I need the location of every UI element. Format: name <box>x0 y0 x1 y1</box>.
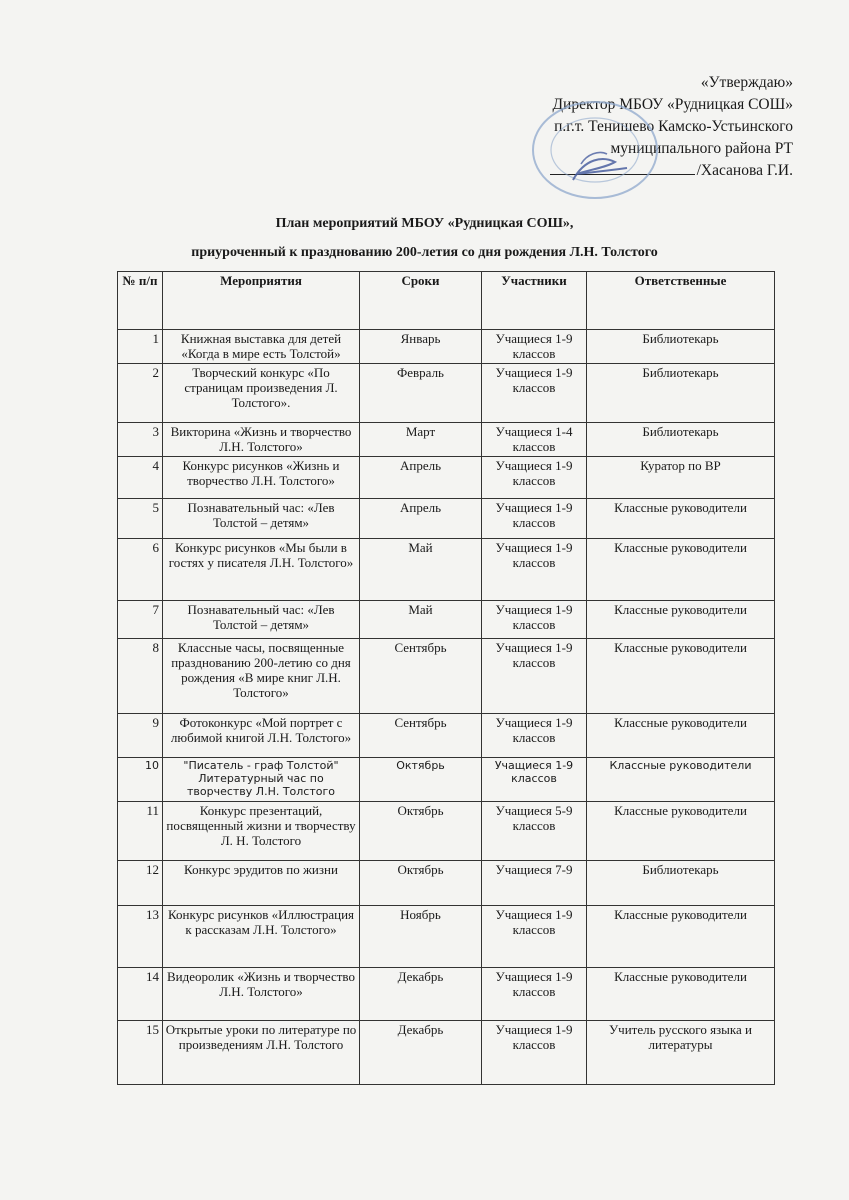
approval-line-4: муниципального района РТ <box>610 140 793 157</box>
row-event: Классные часы, посвященные празднованию 200-летию со дня рождения «В мире книг Л.Н. Толстого» <box>163 639 360 714</box>
row-participants: Учащиеся 1-9 классов <box>482 639 587 714</box>
row-participants: Учащиеся 1-9 классов <box>482 906 587 968</box>
row-participants: Учащиеся 1-9 классов <box>482 457 587 499</box>
row-event: Познавательный час: «Лев Толстой – детям» <box>163 601 360 639</box>
row-responsible: Классные руководители <box>587 499 775 539</box>
row-event: Конкурс рисунков «Иллюстрация к рассказам Л.Н. Толстого» <box>163 906 360 968</box>
row-number: 6 <box>118 539 163 601</box>
approval-line-3: п.г.т. Тенишево Камско-Устьинского <box>554 118 793 135</box>
row-date: Февраль <box>360 364 482 423</box>
row-participants: Учащиеся 1-9 классов <box>482 714 587 758</box>
row-date: Октябрь <box>360 861 482 906</box>
row-date: Апрель <box>360 499 482 539</box>
row-responsible: Классные руководители <box>587 968 775 1021</box>
table-row <box>118 539 775 601</box>
row-responsible: Классные руководители <box>587 601 775 639</box>
row-event: Творческий конкурс «По страницам произведения Л. Толстого». <box>163 364 360 423</box>
row-date: Май <box>360 539 482 601</box>
row-event: Конкурс рисунков «Мы были в гостях у писателя Л.Н. Толстого» <box>163 539 360 601</box>
row-responsible: Учитель русского языка и литературы <box>587 1021 775 1085</box>
row-participants: Учащиеся 1-9 классов <box>482 1021 587 1085</box>
row-date: Ноябрь <box>360 906 482 968</box>
row-event: "Писатель - граф Толстой" Литературный час по творчеству Л.Н. Толстого <box>163 758 360 802</box>
page-title: План мероприятий МБОУ «Рудницкая СОШ», <box>275 216 574 231</box>
row-event: Конкурс эрудитов по жизни <box>163 861 360 906</box>
table-row <box>118 906 775 968</box>
row-number: 15 <box>118 1021 163 1085</box>
row-participants: Учащиеся 1-9 классов <box>482 499 587 539</box>
row-number: 1 <box>118 330 163 364</box>
table-row <box>118 1021 775 1085</box>
table-row <box>118 802 775 861</box>
table-row <box>118 639 775 714</box>
approval-line-2: Директор МБОУ «Рудницкая СОШ» <box>552 96 793 113</box>
row-responsible: Классные руководители <box>587 639 775 714</box>
row-number: 14 <box>118 968 163 1021</box>
table-row <box>118 968 775 1021</box>
row-event: Конкурс презентаций, посвященный жизни и творчеству Л. Н. Толстого <box>163 802 360 861</box>
row-number: 10 <box>118 758 163 802</box>
row-event: Фотоконкурс «Мой портрет с любимой книгой Л.Н. Толстого» <box>163 714 360 758</box>
row-date: Декабрь <box>360 1021 482 1085</box>
row-event: Книжная выставка для детей «Когда в мире есть Толстой» <box>163 330 360 364</box>
row-event: Видеоролик «Жизнь и творчество Л.Н. Толстого» <box>163 968 360 1021</box>
row-date: Октябрь <box>360 802 482 861</box>
table-row <box>118 601 775 639</box>
row-number: 12 <box>118 861 163 906</box>
table-row <box>118 714 775 758</box>
table-row <box>118 758 775 802</box>
row-participants: Учащиеся 1-9 классов <box>482 330 587 364</box>
page-subtitle: приуроченный к празднованию 200-летия со дня рождения Л.Н. Толстого <box>191 245 658 260</box>
row-number: 5 <box>118 499 163 539</box>
row-number: 2 <box>118 364 163 423</box>
header-date: Сроки <box>360 272 482 330</box>
row-date: Сентябрь <box>360 639 482 714</box>
row-number: 8 <box>118 639 163 714</box>
row-event: Познавательный час: «Лев Толстой – детям» <box>163 499 360 539</box>
approval-line-1: «Утверждаю» <box>700 74 793 91</box>
table-row <box>118 423 775 457</box>
row-responsible: Классные руководители <box>587 906 775 968</box>
row-date: Октябрь <box>360 758 482 802</box>
events-table <box>117 271 775 1085</box>
approval-line-5: /Хасанова Г.И. <box>696 162 793 179</box>
row-date: Сентябрь <box>360 714 482 758</box>
row-number: 7 <box>118 601 163 639</box>
row-number: 13 <box>118 906 163 968</box>
row-responsible: Классные руководители <box>587 758 775 802</box>
header-participants: Участники <box>482 272 587 330</box>
row-responsible: Библиотекарь <box>587 423 775 457</box>
row-participants: Учащиеся 1-4 классов <box>482 423 587 457</box>
row-participants: Учащиеся 1-9 классов <box>482 539 587 601</box>
row-responsible: Библиотекарь <box>587 861 775 906</box>
row-date: Апрель <box>360 457 482 499</box>
row-participants: Учащиеся 1-9 классов <box>482 364 587 423</box>
header-responsible: Ответственные <box>587 272 775 330</box>
row-responsible: Библиотекарь <box>587 330 775 364</box>
row-date: Март <box>360 423 482 457</box>
row-number: 4 <box>118 457 163 499</box>
table-row <box>118 364 775 423</box>
row-participants: Учащиеся 5-9 классов <box>482 802 587 861</box>
header-number: № п/п <box>118 272 163 330</box>
row-responsible: Куратор по ВР <box>587 457 775 499</box>
row-date: Май <box>360 601 482 639</box>
row-number: 11 <box>118 802 163 861</box>
table-row <box>118 330 775 364</box>
row-event: Открытые уроки по литературе по произведениям Л.Н. Толстого <box>163 1021 360 1085</box>
row-date: Декабрь <box>360 968 482 1021</box>
row-participants: Учащиеся 1-9 классов <box>482 968 587 1021</box>
row-participants: Учащиеся 1-9 классов <box>482 758 587 802</box>
official-stamp-icon <box>515 98 665 208</box>
table-row <box>118 861 775 906</box>
header-event: Мероприятия <box>163 272 360 330</box>
table-row <box>118 457 775 499</box>
table-header-row <box>118 272 775 330</box>
row-date: Январь <box>360 330 482 364</box>
row-responsible: Библиотекарь <box>587 364 775 423</box>
row-participants: Учащиеся 1-9 классов <box>482 601 587 639</box>
row-responsible: Классные руководители <box>587 802 775 861</box>
row-responsible: Классные руководители <box>587 714 775 758</box>
row-number: 9 <box>118 714 163 758</box>
table-row <box>118 499 775 539</box>
row-responsible: Классные руководители <box>587 539 775 601</box>
row-participants: Учащиеся 7-9 <box>482 861 587 906</box>
row-number: 3 <box>118 423 163 457</box>
row-event: Викторина «Жизнь и творчество Л.Н. Толстого» <box>163 423 360 457</box>
row-event: Конкурс рисунков «Жизнь и творчество Л.Н. Толстого» <box>163 457 360 499</box>
